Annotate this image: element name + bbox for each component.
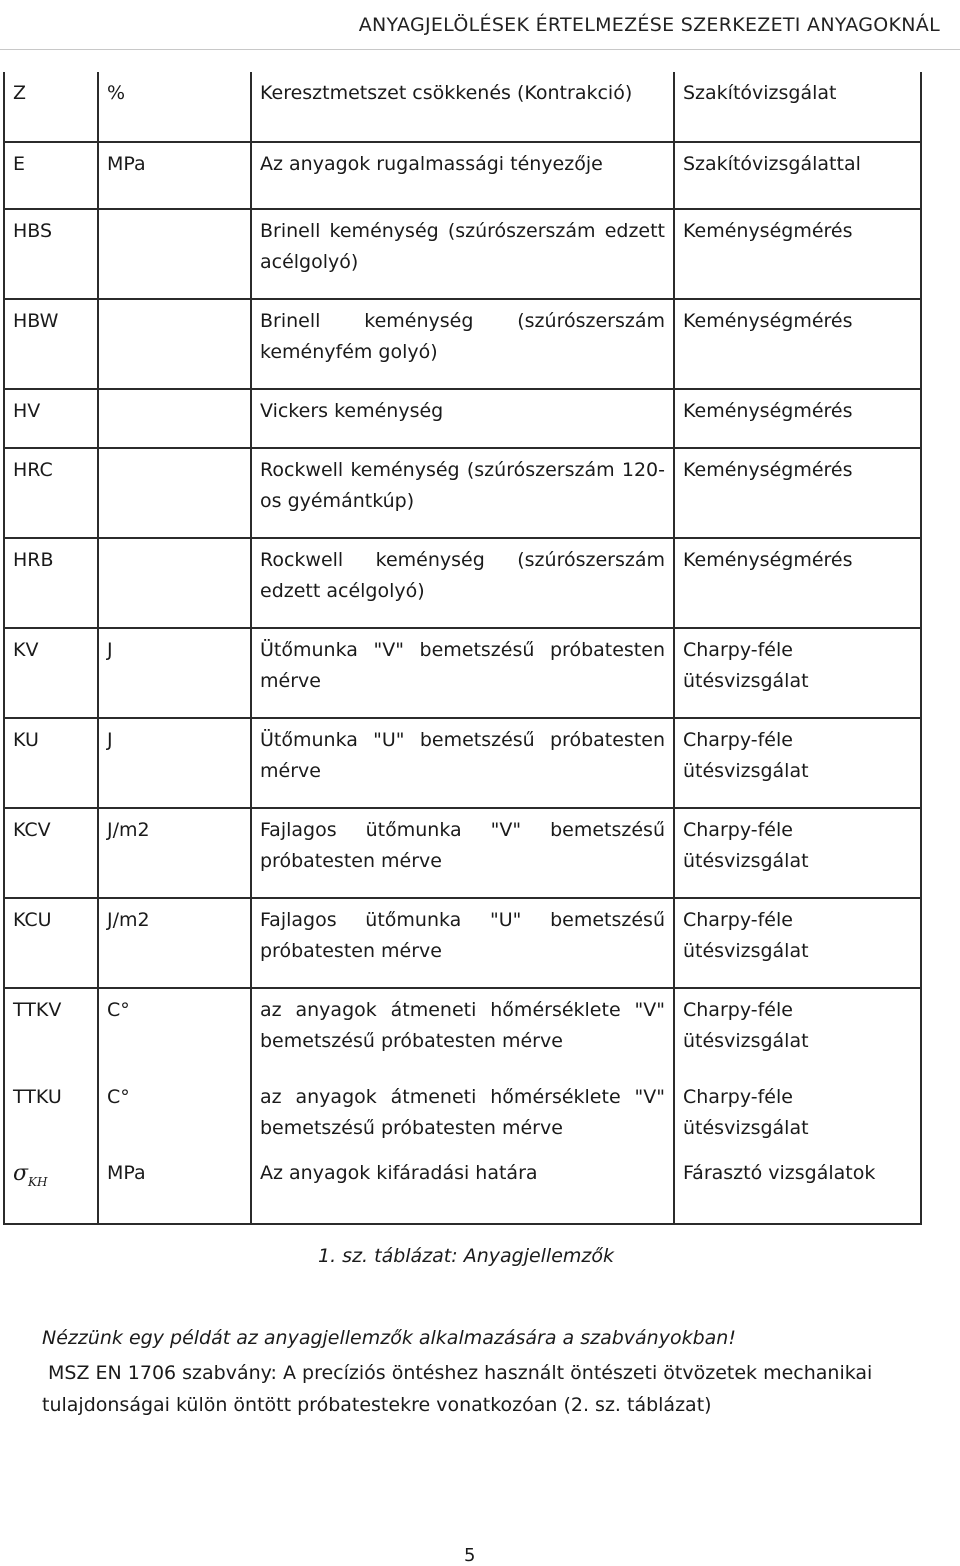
intro-sentence: Nézzünk egy példát az anyagjellemzők alkalmazására a szabványokban! bbox=[42, 1327, 736, 1349]
table-row bbox=[4, 628, 921, 718]
test-cell: Keménységmérés bbox=[674, 538, 921, 628]
description-cell: az anyagok átmeneti hőmérséklete "V" bemetszésű próbatesten mérve bbox=[251, 1076, 674, 1152]
test-cell: Charpy-féle ütésvizsgálat bbox=[674, 718, 921, 808]
description-cell: Ütőmunka "V" bemetszésű próbatesten mérve bbox=[251, 628, 674, 718]
standard-name: MSZ EN 1706 szabvány bbox=[48, 1362, 271, 1384]
description-cell: Brinell keménység (szúrószerszám keményfém golyó) bbox=[251, 299, 674, 389]
test-cell: Charpy-féle ütésvizsgálat bbox=[674, 1076, 921, 1152]
material-properties-table bbox=[3, 72, 922, 1225]
test-cell: Keménységmérés bbox=[674, 299, 921, 389]
description-cell: Ütőmunka "U" bemetszésű próbatesten mérve bbox=[251, 718, 674, 808]
table-row bbox=[4, 808, 921, 898]
table-row bbox=[4, 538, 921, 628]
symbol-cell: HV bbox=[4, 389, 98, 448]
table-row bbox=[4, 1076, 921, 1152]
symbol-cell bbox=[4, 1152, 98, 1224]
description-cell: Fajlagos ütőmunka "V" bemetszésű próbatesten mérve bbox=[251, 808, 674, 898]
sigma-symbol: σ bbox=[13, 1161, 29, 1186]
unit-cell: J bbox=[98, 718, 251, 808]
standard-paragraph bbox=[42, 1357, 942, 1421]
unit-cell bbox=[98, 389, 251, 448]
table-caption: 1. sz. táblázat: Anyagjellemzők bbox=[318, 1245, 615, 1267]
table-row bbox=[4, 718, 921, 808]
unit-cell bbox=[98, 538, 251, 628]
table-row bbox=[4, 72, 921, 142]
test-cell: Charpy-féle ütésvizsgálat bbox=[674, 808, 921, 898]
symbol-cell: TTKV bbox=[4, 988, 98, 1076]
table-row bbox=[4, 448, 921, 538]
description-cell: Rockwell keménység (szúrószerszám 120-os gyémántkúp) bbox=[251, 448, 674, 538]
test-cell: Fárasztó vizsgálatok bbox=[674, 1152, 921, 1224]
unit-cell: % bbox=[98, 72, 251, 142]
page-number: 5 bbox=[464, 1545, 476, 1566]
sigma-subscript: KH bbox=[28, 1175, 48, 1189]
symbol-cell: TTKU bbox=[4, 1076, 98, 1152]
symbol-cell: KCV bbox=[4, 808, 98, 898]
unit-cell: J bbox=[98, 628, 251, 718]
description-cell: Fajlagos ütőmunka "U" bemetszésű próbatesten mérve bbox=[251, 898, 674, 988]
unit-cell bbox=[98, 209, 251, 299]
unit-cell: J/m2 bbox=[98, 898, 251, 988]
unit-cell: MPa bbox=[98, 142, 251, 209]
description-cell: Rockwell keménység (szúrószerszám edzett acélgolyó) bbox=[251, 538, 674, 628]
test-cell: Keménységmérés bbox=[674, 448, 921, 538]
unit-cell bbox=[98, 299, 251, 389]
symbol-cell: HBW bbox=[4, 299, 98, 389]
unit-cell: C° bbox=[98, 1076, 251, 1152]
symbol-cell: KU bbox=[4, 718, 98, 808]
description-cell: Brinell keménység (szúrószerszám edzett acélgolyó) bbox=[251, 209, 674, 299]
table-row bbox=[4, 988, 921, 1076]
table-row bbox=[4, 1152, 921, 1224]
symbol-cell: HRB bbox=[4, 538, 98, 628]
symbol-cell: KCU bbox=[4, 898, 98, 988]
symbol-cell: KV bbox=[4, 628, 98, 718]
test-cell: Charpy-féle ütésvizsgálat bbox=[674, 898, 921, 988]
description-cell: Az anyagok rugalmassági tényezője bbox=[251, 142, 674, 209]
test-cell: Szakítóvizsgálat bbox=[674, 72, 921, 142]
symbol-cell: Z bbox=[4, 72, 98, 142]
symbol-cell: E bbox=[4, 142, 98, 209]
running-header: ANYAGJELÖLÉSEK ÉRTELMEZÉSE SZERKEZETI ANYAGOKNÁL bbox=[358, 14, 940, 36]
unit-cell: C° bbox=[98, 988, 251, 1076]
table-row bbox=[4, 299, 921, 389]
description-cell: Vickers keménység bbox=[251, 389, 674, 448]
symbol-cell: HRC bbox=[4, 448, 98, 538]
table-row bbox=[4, 209, 921, 299]
test-cell: Charpy-féle ütésvizsgálat bbox=[674, 628, 921, 718]
table-row bbox=[4, 389, 921, 448]
test-cell: Keménységmérés bbox=[674, 389, 921, 448]
unit-cell: MPa bbox=[98, 1152, 251, 1224]
test-cell: Charpy-féle ütésvizsgálat bbox=[674, 988, 921, 1076]
unit-cell bbox=[98, 448, 251, 538]
test-cell: Szakítóvizsgálattal bbox=[674, 142, 921, 209]
description-cell: Az anyagok kifáradási határa bbox=[251, 1152, 674, 1224]
table-row bbox=[4, 142, 921, 209]
symbol-cell: HBS bbox=[4, 209, 98, 299]
description-cell: Keresztmetszet csökkenés (Kontrakció) bbox=[251, 72, 674, 142]
header-divider bbox=[0, 49, 960, 50]
test-cell: Keménységmérés bbox=[674, 209, 921, 299]
unit-cell: J/m2 bbox=[98, 808, 251, 898]
standard-text: : A precíziós öntéshez használt öntészeti ötvözetek mechanikai tulajdonságai külön öntött próbatestekre vonatkozóan (2. sz. táblázat) bbox=[42, 1362, 873, 1416]
table-row bbox=[4, 898, 921, 988]
description-cell: az anyagok átmeneti hőmérséklete "V" bemetszésű próbatesten mérve bbox=[251, 988, 674, 1076]
